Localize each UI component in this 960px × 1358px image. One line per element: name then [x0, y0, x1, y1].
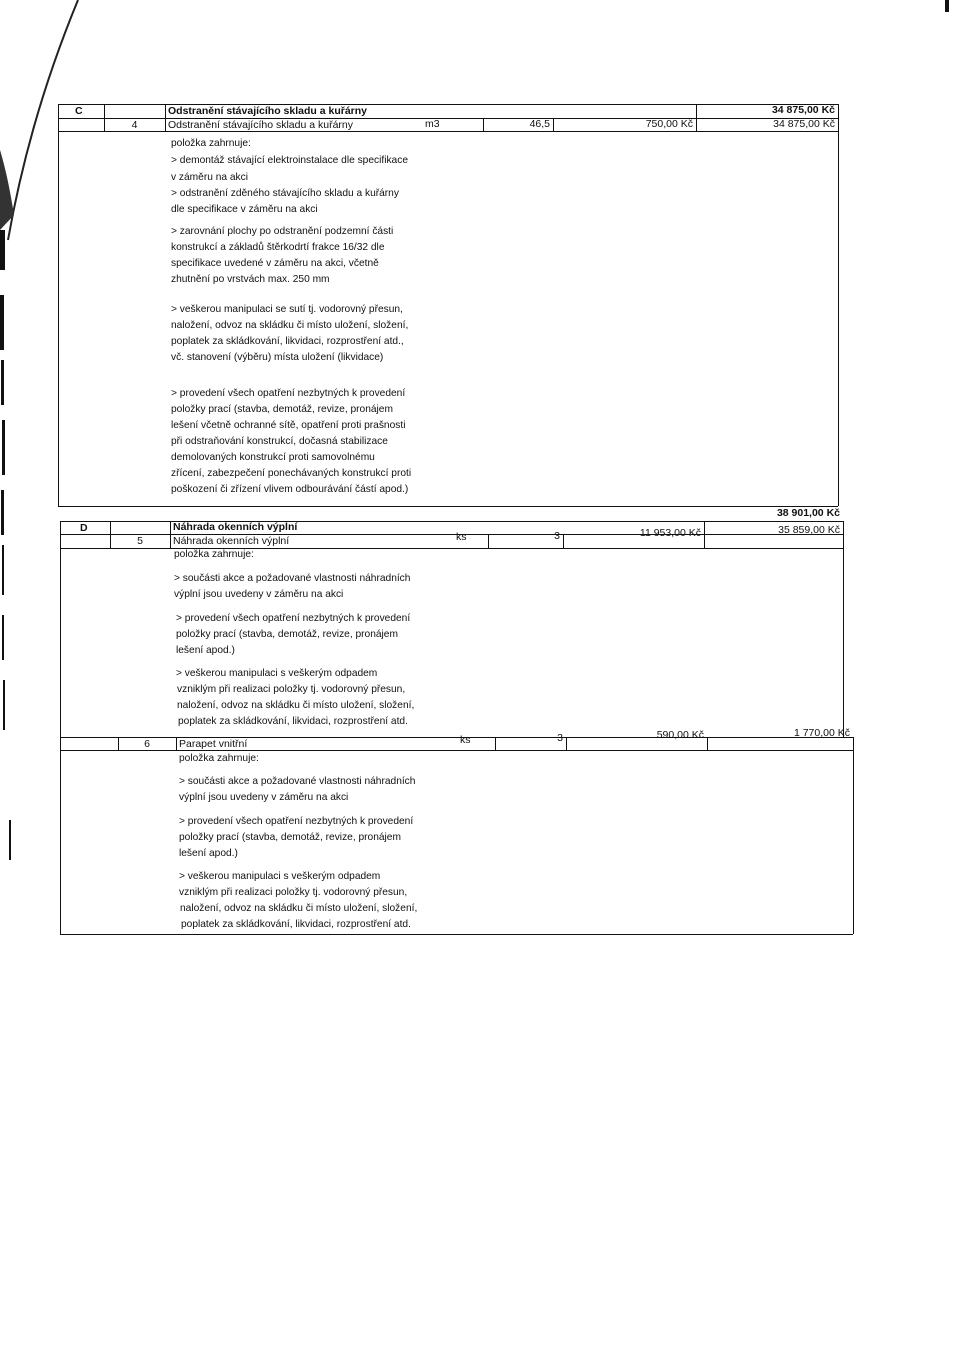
- item-number: 4: [131, 119, 138, 131]
- scan-mark: [9, 820, 11, 860]
- desc-line: > součásti akce a požadované vlastnosti náhradních: [174, 573, 411, 584]
- desc-line: poplatek za skládkování, likvidaci, rozprostření atd.,: [171, 336, 404, 347]
- desc-line: > veškerou manipulaci s veškerým odpadem: [179, 871, 381, 882]
- desc-line: > zarovnání plochy po odstranění podzemní části: [171, 226, 394, 237]
- desc-line: položky prací (stavba, demotáž, revize, pronájem: [176, 629, 398, 640]
- desc-line: poplatek za skládkování, likvidaci, rozprostření atd.: [178, 716, 408, 727]
- desc-line: lešení apod.): [176, 645, 235, 656]
- desc-line: naložení, odvoz na skládku či místo uložení, složení,: [171, 320, 409, 331]
- desc-line: položka zahrnuje:: [179, 753, 259, 764]
- scan-mark: [945, 0, 949, 12]
- desc-line: > součásti akce a požadované vlastnosti náhradních: [179, 776, 416, 787]
- item-total: 1 770,00 Kč: [793, 727, 850, 739]
- item-quantity: 3: [554, 530, 560, 542]
- desc-line: zřícení, zabezpečení ponechávaných konstrukcí proti: [171, 468, 412, 479]
- item-total: 34 875,00 Kč: [773, 118, 835, 130]
- item-unit-price: 750,00 Kč: [645, 118, 693, 130]
- desc-line: specifikace uvedené v záměru na akci, včetně: [171, 258, 379, 269]
- desc-line: výplní jsou uvedeny v záměru na akci: [179, 792, 349, 803]
- desc-line: dle specifikace v záměru na akci: [171, 204, 318, 215]
- item-name: Parapet vnitřní: [179, 738, 248, 750]
- item-total: 35 859,00 Kč: [778, 524, 840, 536]
- desc-line: vzniklým při realizaci položky tj. vodorovný přesun,: [179, 887, 408, 898]
- scan-mark: [3, 680, 5, 730]
- desc-line: > provedení všech opatření nezbytných k provedení: [176, 613, 411, 624]
- desc-line: > veškerou manipulaci s veškerým odpadem: [176, 668, 378, 679]
- item-unit: ks: [456, 531, 467, 543]
- desc-line: > odstranění zděného stávajícího skladu a kuřárny: [171, 188, 399, 199]
- desc-line: > veškerou manipulaci se sutí tj. vodorovný přesun,: [171, 304, 403, 315]
- desc-line: výplní jsou uvedeny v záměru na akci: [174, 589, 344, 600]
- desc-line: > provedení všech opatření nezbytných k provedení: [171, 388, 406, 399]
- desc-line: zhutnění po vrstvách max. 250 mm: [171, 274, 330, 285]
- desc-line: > demontáž stávající elektroinstalace dle specifikace: [171, 155, 408, 166]
- section-title: Odstranění stávajícího skladu a kuřárny: [168, 105, 367, 117]
- scan-mark: [1, 360, 4, 405]
- desc-line: demolovaných konstrukcí proti samovolnému: [171, 452, 375, 463]
- scan-mark: [2, 615, 4, 660]
- desc-line: naložení, odvoz na skládku či místo uložení, složení,: [177, 700, 415, 711]
- desc-line: vzniklým při realizaci položky tj. vodorovný přesun,: [177, 684, 406, 695]
- desc-line: položka zahrnuje:: [171, 138, 251, 149]
- section-letter: D: [80, 522, 88, 534]
- desc-line: při odstraňování konstrukcí, dočasná stabilizace: [171, 436, 388, 447]
- desc-line: > provedení všech opatření nezbytných k provedení: [179, 816, 414, 827]
- item-name: Odstranění stávajícího skladu a kuřárny: [168, 119, 354, 131]
- item-unit-price: 11 953,00 Kč: [639, 527, 701, 539]
- desc-line: lešení apod.): [179, 848, 238, 859]
- desc-line: poplatek za skládkování, likvidaci, rozprostření atd.: [181, 919, 411, 930]
- desc-line: vč. stanovení (výběru) místa uložení (likvidace): [171, 352, 384, 363]
- section-title: Náhrada okenních výplní: [173, 521, 298, 533]
- desc-line: lešení včetně ochranné sítě, opatření proti prašnosti: [171, 420, 406, 431]
- scan-mark: [2, 545, 4, 595]
- item-quantity: 3: [557, 732, 563, 744]
- item-number: 6: [144, 738, 150, 750]
- section-total: 34 875,00 Kč: [771, 104, 835, 116]
- desc-line: konstrukcí a základů štěrkodrtí frakce 16/32 dle: [171, 242, 385, 253]
- desc-line: naložení, odvoz na skládku či místo uložení, složení,: [180, 903, 418, 914]
- scan-mark: [0, 230, 5, 270]
- desc-line: položky prací (stavba, demotáž, revize, pronájem: [171, 404, 393, 415]
- scan-mark: [0, 295, 4, 350]
- scan-mark: [2, 420, 5, 475]
- item-quantity: 46,5: [529, 118, 550, 130]
- item-name: Náhrada okenních výplní: [173, 535, 290, 547]
- desc-line: poškození či zřízení vlivem odbourávání částí apod.): [171, 484, 409, 495]
- scan-mark: [1, 490, 4, 535]
- desc-line: položka zahrnuje:: [174, 549, 254, 560]
- item-number: 5: [137, 535, 143, 547]
- desc-line: v záměru na akci: [171, 172, 249, 183]
- section-total: 38 901,00 Kč: [776, 507, 840, 519]
- item-unit: m3: [425, 118, 440, 130]
- section-letter: C: [75, 105, 83, 117]
- item-unit-price: 590,00 Kč: [656, 729, 704, 741]
- item-unit: ks: [460, 734, 471, 746]
- desc-line: položky prací (stavba, demotáž, revize, pronájem: [179, 832, 401, 843]
